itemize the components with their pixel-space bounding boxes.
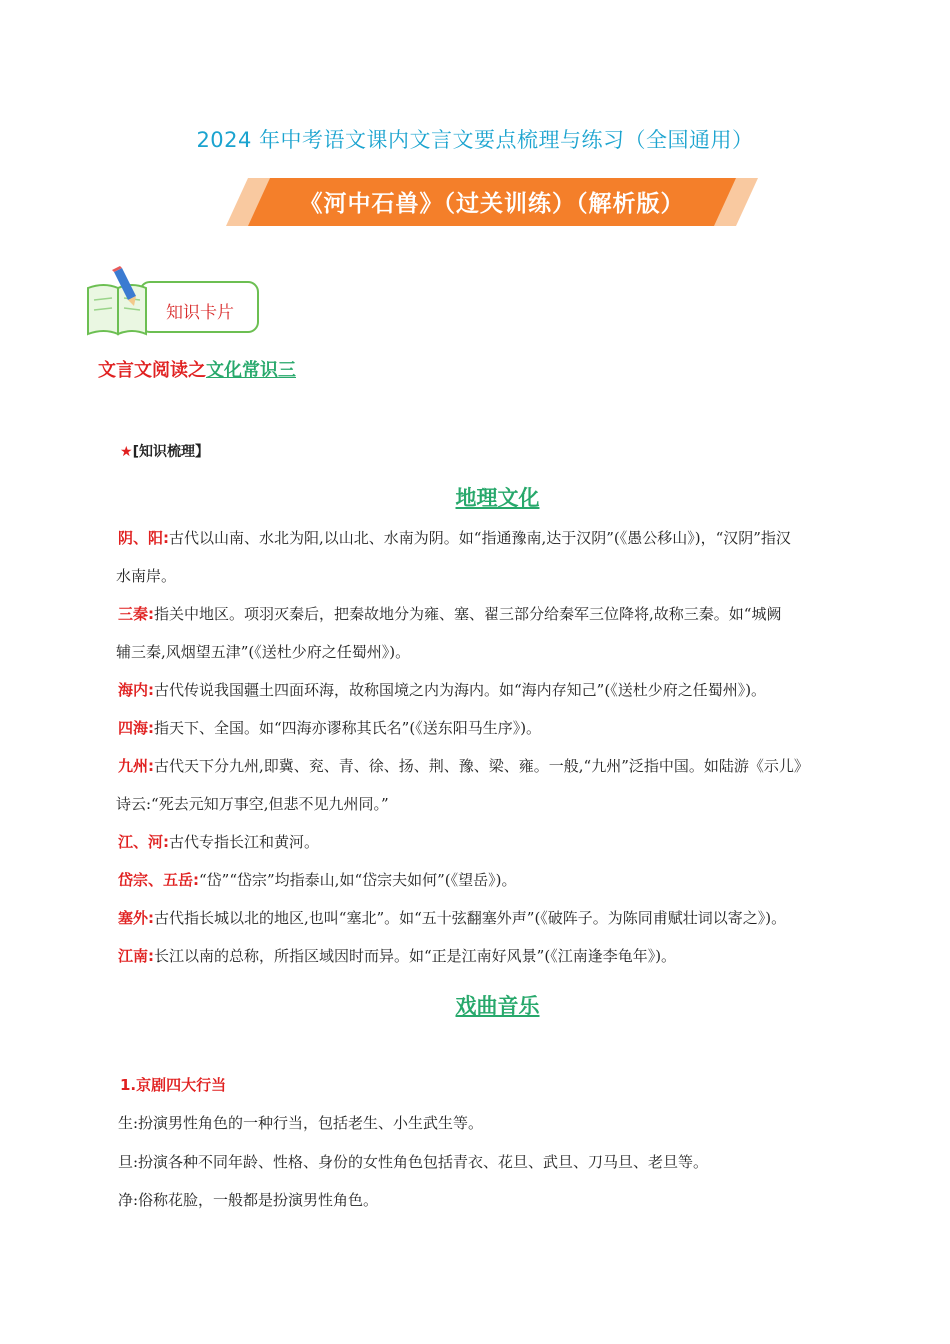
opera-heading: 戏曲音乐 [455, 994, 540, 1018]
entry-text: 古代指长城以北的地区,也叫“塞北”。如“五十弦翻塞外声”(《破阵子。为陈同甫赋壮词以寄之》)。 [154, 909, 787, 927]
geo-entry-daizong [118, 861, 870, 899]
geo-entry-hainei [118, 671, 870, 709]
geo-entry-sihai [118, 709, 870, 747]
opera-subtitle: 1.京剧四大行当 [120, 1076, 227, 1094]
entry-text-cont: 辅三秦,风烟望五津”(《送杜少府之任蜀州》)。 [116, 643, 411, 661]
entry-term: 岱宗、五岳: [118, 871, 199, 889]
entry-text-cont: 诗云:“死去元知万事空,但悲不见九州同。” [116, 795, 389, 813]
opera-role-jing: 净:俗称花脸，一般都是扮演男性角色。 [118, 1191, 379, 1209]
series-title: 2024 年中考语文课内文言文要点梳理与练习（全国通用） [196, 128, 754, 152]
entry-text: 古代专指长江和黄河。 [169, 833, 320, 851]
geo-entry-jiuzhou [118, 747, 870, 823]
entry-term: 江、河: [118, 833, 169, 851]
entry-text-cont: 水南岸。 [116, 567, 177, 585]
entry-text: 古代传说我国疆土四面环海，故称国境之内为海内。如“海内存知己”(《送杜少府之任蜀州》)。 [154, 681, 767, 699]
entry-term: 阴、阳: [118, 529, 169, 547]
opera-role-dan: 旦:扮演各种不同年龄、性格、身份的女性角色包括青衣、花旦、武旦、刀马旦、老旦等。 [118, 1153, 709, 1171]
entry-text: 古代以山南、水北为阳,以山北、水南为阴。如“指通豫南,达于汉阴”(《愚公移山》)，“汉阴”指汉 [169, 529, 791, 547]
geo-entry-jianghe [118, 823, 870, 861]
geography-heading: 地理文化 [455, 486, 540, 510]
entry-term: 塞外: [118, 909, 154, 927]
entry-text: 长江以南的总称，所指区域因时而异。如“正是江南好风景”(《江南逢李龟年》)。 [154, 947, 677, 965]
entry-term: 四海: [118, 719, 154, 737]
entry-text: 指天下、全国。如“四海亦谬称其氏名”(《送东阳马生序》)。 [154, 719, 542, 737]
banner-title: 《河中石兽》（过关训练）（解析版） [299, 191, 685, 217]
star-icon: ★ [120, 444, 133, 460]
subheading-prefix: 文言文阅读之 [98, 360, 206, 381]
entry-term: 江南: [118, 947, 154, 965]
geo-entry-jiangnan [118, 937, 870, 975]
subheading-accent: 文化常识三 [206, 360, 296, 381]
entry-text: 指关中地区。项羽灭秦后，把秦故地分为雍、塞、翟三部分给秦军三位降将,故称三秦。如“城阙 [154, 605, 782, 623]
knowledge-sorting-label [120, 441, 209, 461]
entry-term: 九州: [118, 757, 154, 775]
entry-term: 三秦: [118, 605, 154, 623]
geo-entry-saiwai [118, 899, 878, 937]
entry-text: 古代天下分九州,即冀、兖、青、徐、扬、荆、豫、梁、雍。一般,“九州”泛指中国。如陆游《示儿》 [154, 757, 809, 775]
knowledge-card-label: 知识卡片 [166, 303, 234, 323]
geo-entry-sanqin [118, 595, 870, 671]
entry-term: 海内: [118, 681, 154, 699]
opera-role-sheng: 生:扮演男性角色的一种行当，包括老生、小生武生等。 [118, 1114, 484, 1132]
geo-entry-yinyang [118, 519, 870, 595]
sorting-text: [知识梳理】 [132, 444, 209, 460]
section-subheading [98, 356, 296, 382]
entry-text: “岱”“岱宗”均指泰山,如“岱宗夫如何”(《望岳》)。 [199, 871, 517, 889]
